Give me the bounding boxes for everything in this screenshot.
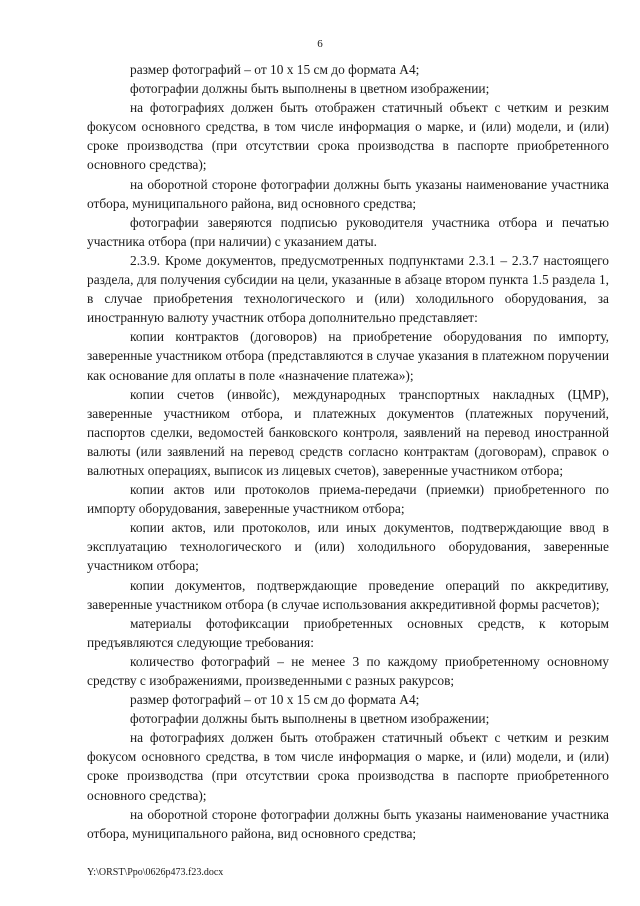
paragraph: 2.3.9. Кроме документов, предусмотренных подпунктами 2.3.1 – 2.3.7 настоящего раздела, для получения субсидии на цели, указанные в абзаце втором пункта 1.5 раздела 1, в случае приобретения технологического и (или) холодильного оборудования, за иностранную валюту участник отбора дополнительно представляет: <box>87 252 609 326</box>
paragraph: копии актов, или протоколов, или иных документов, подтверждающие ввод в эксплуатацию технологического и (или) холодильного оборудования, заверенные участником отбора; <box>87 520 609 574</box>
page-number: 6 <box>317 38 323 50</box>
paragraph: на оборотной стороне фотографии должны быть указаны наименование участника отбора, муниципального района, вид основного средства; <box>87 806 609 841</box>
paragraph: размер фотографий – от 10 х 15 см до формата А4; <box>130 62 420 77</box>
paragraph: на фотографиях должен быть отображен статичный объект с четким и резким фокусом основного средства, в том числе информация о марке, и (или) модели, и (или) сроке производства (при отсутствии срока производства в паспорте приобретенного основного средства); <box>87 730 609 803</box>
paragraph: фотографии должны быть выполнены в цветном изображении; <box>130 81 490 97</box>
paragraph: на оборотной стороне фотографии должны быть указаны наименование участника отбора, муниципального района, вид основного средства; <box>87 176 609 211</box>
paragraph: копии контрактов (договоров) на приобретение оборудования по импорту, заверенные участником отбора (представляются в случае указания в платежном поручении как основание для оплаты в поле «назначение платежа»); <box>87 329 609 383</box>
paragraph: копии счетов (инвойс), международных транспортных накладных (ЦМР), заверенные участником отбора, и платежных документов (платежных поручений, паспортов сделки, ведомостей банковского контроля, заявлений на перевод иностранной валюты (или заявлений на перевод средств согласно контрактам (договорам), справок о валютных операциях, выписок из лицевых счетов), заверенные участником отбора; <box>87 386 609 478</box>
paragraph: фотографии должны быть выполнены в цветном изображении; <box>130 711 490 727</box>
paragraph: размер фотографий – от 10 х 15 см до формата А4; <box>130 692 420 708</box>
paragraph: копии актов или протоколов приема-передачи (приемки) приобретенного по импорту оборудования, заверенные участником отбора; <box>87 482 609 517</box>
paragraph: количество фотографий – не менее 3 по каждому приобретенному основному средству с изображениями, произведенными с разных ракурсов; <box>87 653 609 688</box>
paragraph: копии документов, подтверждающие проведение операций по аккредитиву, заверенные участником отбора (в случае использования аккредитивной формы расчетов); <box>87 577 609 612</box>
paragraph: на фотографиях должен быть отображен статичный объект с четким и резким фокусом основного средства, в том числе информация о марке, и (или) модели, и (или) сроке производства (при отсутствии срока производства в паспорте приобретенного основного средства); <box>87 100 609 173</box>
document-body <box>87 60 609 843</box>
footer-file-path: Y:\ORST\Ppo\0626p473.f23.docx <box>87 867 224 878</box>
paragraph: материалы фотофиксации приобретенных основных средств, к которым предъявляются следующие требования: <box>87 615 609 650</box>
paragraph: фотографии заверяются подписью руководителя участника отбора и печатью участника отбора (при наличии) с указанием даты. <box>87 214 609 249</box>
